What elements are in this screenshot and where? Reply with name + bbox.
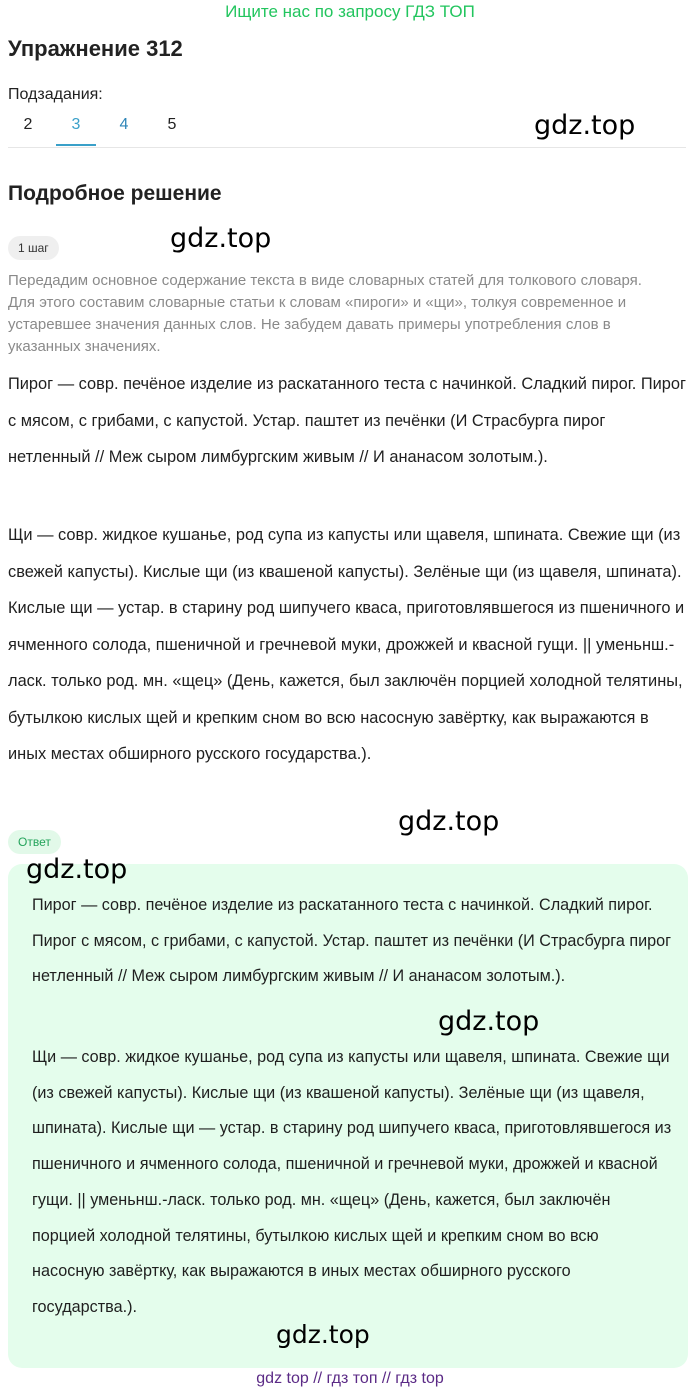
- tabs-divider: [8, 147, 686, 148]
- solution-title: Подробное решение: [8, 182, 222, 205]
- footer-links[interactable]: gdz top // гдз топ // гдз top: [256, 1370, 444, 1387]
- watermark: gdz.top: [534, 110, 636, 141]
- watermark: gdz.top: [276, 1320, 370, 1349]
- watermark: gdz.top: [170, 223, 272, 254]
- watermark: gdz.top: [26, 854, 128, 885]
- answer-badge: Ответ: [8, 830, 61, 854]
- page-title: Упражнение 312: [8, 36, 183, 61]
- solution-paragraph-pirog: Пирог — совр. печёное изделие из раскатанного теста с начинкой. Сладкий пирог. Пирог с мясом, с грибами, с капустой. Устар. паштет из печёнки (И Страсбурга пирог нетленный // Меж сыром лимбургским живым // И ананасом золотым.).: [8, 375, 686, 466]
- step-intro-text: Передадим основное содержание текста в виде словарных статей для толкового словаря. Для этого составим словарные статьи к словам «пироги» и «щи», толкуя современное и устаревшее значения данных слов. Не забудем давать примеры употребления слов в указанных значениях.: [8, 272, 642, 355]
- watermark: gdz.top: [438, 1006, 540, 1037]
- watermark: gdz.top: [398, 806, 500, 837]
- subtask-tab-2[interactable]: 2: [23, 116, 33, 133]
- subtasks-label: Подзадания:: [8, 86, 103, 103]
- search-hint-banner: Ищите нас по запросу ГДЗ ТОП: [225, 2, 475, 21]
- subtask-tab-3[interactable]: 3: [71, 116, 81, 133]
- step-badge: 1 шаг: [8, 236, 59, 260]
- subtask-tab-4[interactable]: 4: [119, 116, 129, 133]
- answer-paragraph-pirog: Пирог — совр. печёное изделие из раскатанного теста с начинкой. Сладкий пирог. Пирог с мясом, с грибами, с капустой. Устар. паштет из печёнки (И Страсбурга пирог нетленный // Меж сыром лимбургским живым // И ананасом золотым.).: [32, 896, 672, 986]
- solution-paragraph-shchi: Щи — совр. жидкое кушанье, род супа из капусты или щавеля, шпината. Свежие щи (из свежей капусты). Кислые щи (из квашеной капусты). Зелёные щи (из щавеля, шпината). Кислые щи — устар. в старину род шипучего кваса, приготовлявшегося из пшеничного и ячменного солода, пшеничной и гречневой муки, дрожжей и квасной гущи. || уменьнш.-ласк. только род. мн. «щец» (День, кажется, был заключён порцией холодной телятины, бутылкою кислых щей и крепким сном во всю насосную завёртку, как выражаются в иных местах обширного русского государства.).: [8, 526, 685, 763]
- answer-paragraph-shchi: Щи — совр. жидкое кушанье, род супа из капусты или щавеля, шпината. Свежие щи (из свежей капусты). Кислые щи (из квашеной капусты). Зелёные щи (из щавеля, шпината). Кислые щи — устар. в старину род шипучего кваса, приготовлявшегося из пшеничного и ячменного солода, пшеничной и гречневой муки, дрожжей и квасной гущи. || уменьнш.-ласк. только род. мн. «щец» (День, кажется, был заключён порцией холодной телятины, бутылкою кислых щей и крепким сном во всю насосную завёртку, как выражаются в иных местах обширного русского государства.).: [32, 1048, 672, 1316]
- active-tab-indicator: [56, 144, 96, 146]
- subtask-tab-5[interactable]: 5: [167, 116, 177, 133]
